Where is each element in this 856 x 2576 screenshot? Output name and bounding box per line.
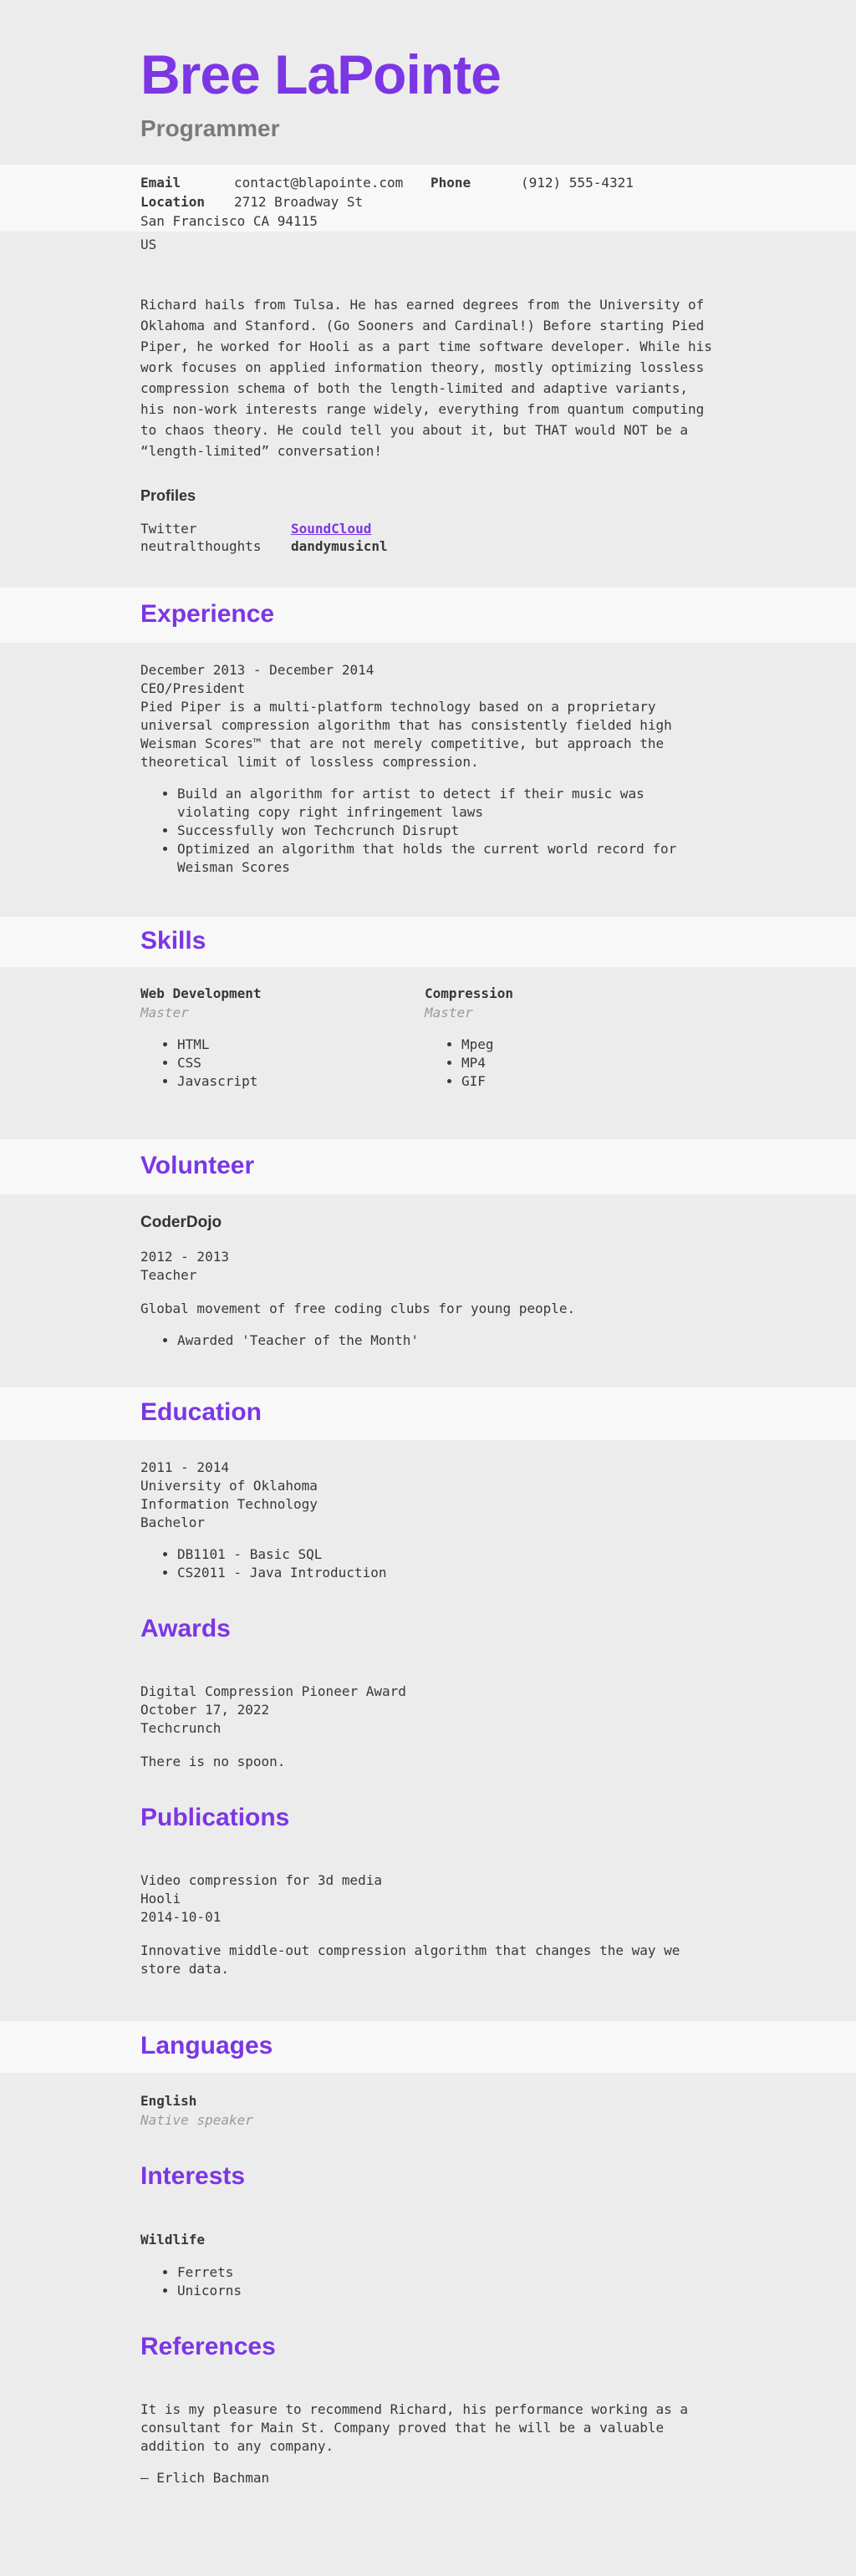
experience-highlight: • Optimized an algorithm that holds the current world record for Weisman Scores [177,840,716,877]
education-institution: University of Oklahoma [140,1478,318,1494]
skill-level: Master [140,1005,189,1021]
profiles-table [140,520,716,555]
publication-item [140,1871,716,1927]
publications-heading: Publications [140,1804,290,1831]
masthead-section [0,0,856,165]
skill-web-development [140,984,425,1091]
skills-heading-band [0,917,856,967]
publication-name: Video compression for 3d media [140,1872,382,1888]
languages-interests-references-content [0,2073,856,2576]
resume-job-title: Programmer [140,115,280,141]
skill-compression [425,984,709,1091]
profile-network-twitter: Twitter [140,521,197,537]
interest-name: Wildlife [140,2232,206,2248]
experience-highlights [140,785,716,877]
contact-row-location [140,192,716,211]
skill-keywords [425,1036,709,1091]
experience-position: CEO/President [140,680,246,696]
volunteer-summary: Global movement of free coding clubs for young people. [140,1301,576,1316]
education-area: Information Technology [140,1496,318,1512]
award-item [140,1683,716,1738]
volunteer-heading: Volunteer [140,1152,255,1179]
volunteer-highlight: • Awarded 'Teacher of the Month' [177,1331,716,1350]
skill-keyword: • Javascript [177,1072,425,1091]
award-summary: There is no spoon. [140,1754,286,1769]
profile-username-soundcloud: dandymusicnl [291,538,388,554]
award-date: October 17, 2022 [140,1702,270,1718]
skills-heading: Skills [140,927,206,955]
skill-keyword: • HTML [177,1036,425,1054]
profiles-heading: Profiles [140,487,196,504]
education-degree: Bachelor [140,1515,206,1530]
education-courses [140,1545,716,1582]
languages-heading-band [0,2021,856,2073]
skill-keyword: • GIF [461,1072,709,1091]
resume-name: Bree LaPointe [140,43,501,105]
publication-summary: Innovative middle-out compression algorithm that changes the way we store data. [140,1942,680,1977]
volunteer-dates: 2012 - 2013 [140,1249,229,1265]
contact-section [0,165,856,232]
education-course: • CS2011 - Java Introduction [177,1564,716,1582]
interest-keyword: • Ferrets [177,2263,716,2282]
contact-row-email-phone [140,173,716,192]
about-section [0,232,856,588]
profile-username-twitter: neutralthoughts [140,538,262,554]
publication-date: 2014-10-01 [140,1909,222,1925]
experience-heading: Experience [140,600,275,628]
phone-value: (912) 555-4321 [521,175,634,191]
education-heading-band [0,1387,856,1440]
education-heading: Education [140,1398,262,1426]
volunteer-content [0,1194,856,1387]
contact-row-city [140,211,716,231]
experience-heading-band [0,588,856,643]
volunteer-highlights [140,1331,716,1350]
education-item [140,1459,716,1532]
skill-keyword: • MP4 [461,1054,709,1072]
experience-summary: Pied Piper is a multi-platform technology based on a proprietary universal compression algorithm that has consistently fielded high Weisman Scores™ that are not merely competitive, but approach the theoretical limit of lossless compression. [140,699,672,770]
phone-label: Phone [431,175,471,191]
country-value: US [140,237,157,252]
experience-content [0,643,856,917]
skill-keywords [140,1036,425,1091]
languages-heading: Languages [140,2032,273,2059]
skill-name: Compression [425,985,513,1001]
publication-publisher: Hooli [140,1891,181,1907]
awards-heading: Awards [140,1615,231,1642]
skill-level: Master [425,1005,473,1021]
interest-keywords [140,2263,716,2300]
education-course: • DB1101 - Basic SQL [177,1545,716,1564]
experience-highlight: • Build an algorithm for artist to detect if their music was violating copy right infringement laws [177,785,716,822]
language-fluency: Native speaker [140,2112,253,2128]
experience-item [140,661,716,771]
summary-paragraph: Richard hails from Tulsa. He has earned degrees from the University of Oklahoma and Stanford. (Go Sooners and Cardinal!) Before starting Pied Piper, he worked for Hooli as a part time software developer. While his work focuses on applied information theory, mostly optimizing lossless compression schema of both the length-limited and adaptive variants, his non-work interests range widely, everything from quantum computing to chaos theory. He could tell you about it, but THAT would NOT be a “length-limited” conversation! [140,297,712,459]
volunteer-organization: CoderDojo [140,1214,222,1231]
award-name: Digital Compression Pioneer Award [140,1683,406,1699]
volunteer-position: Teacher [140,1267,197,1283]
street-value: 2712 Broadway St [234,194,364,210]
volunteer-meta [140,1248,716,1285]
skill-keyword: • Mpeg [461,1036,709,1054]
email-label: Email [140,175,181,191]
education-dates: 2011 - 2014 [140,1459,229,1475]
skills-content [0,967,856,1139]
location-label: Location [140,194,206,210]
email-value: contact@blapointe.com [234,175,404,191]
skill-keyword: • CSS [177,1054,425,1072]
city-value: San Francisco CA 94115 [140,213,318,229]
skills-grid [140,984,716,1091]
award-awarder: Techcrunch [140,1720,222,1736]
experience-dates: December 2013 - December 2014 [140,662,374,678]
interest-keyword: • Unicorns [177,2282,716,2300]
profile-network-soundcloud-link[interactable]: SoundCloud [291,521,372,537]
reference-text: It is my pleasure to recommend Richard, his performance working as a consultant for Main St. Company proved that he will be a valuable addition to any company. [140,2401,689,2454]
reference-name: — Erlich Bachman [140,2470,270,2486]
education-awards-publications-content [0,1440,856,2021]
language-name: English [140,2093,197,2109]
experience-highlight: • Successfully won Techcrunch Disrupt [177,822,716,840]
references-heading: References [140,2333,276,2360]
skill-name: Web Development [140,985,262,1001]
volunteer-heading-band [0,1139,856,1194]
interests-heading: Interests [140,2162,246,2190]
